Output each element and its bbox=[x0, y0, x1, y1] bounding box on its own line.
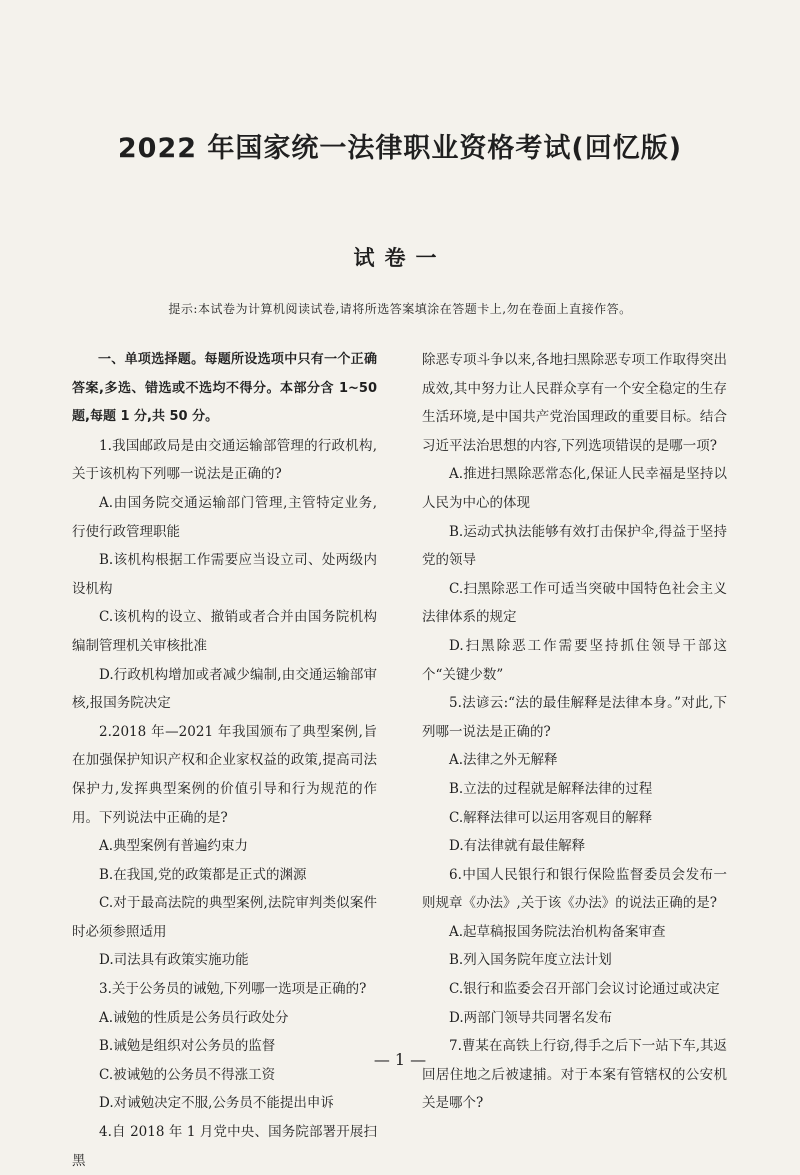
answer-option: D.对诫勉决定不服,公务员不能提出申诉 bbox=[99, 1095, 334, 1112]
answer-option: B.立法的过程就是解释法律的过程 bbox=[449, 780, 653, 797]
paper-subtitle: 试卷一 bbox=[353, 246, 447, 270]
page-number: — 1 — bbox=[373, 1050, 427, 1069]
answer-option: A.由国务院交通运输部门管理,主管特定业务,行使行政管理职能 bbox=[72, 494, 377, 540]
answer-option: C.该机构的设立、撤销或者合并由国务院机构编制管理机关审核批准 bbox=[72, 609, 377, 654]
question-text: 3.关于公务员的诫勉,下列哪一选项是正确的? bbox=[99, 981, 367, 998]
answer-option: D.司法具有政策实施功能 bbox=[99, 952, 249, 969]
answer-option: D.有法律就有最佳解释 bbox=[449, 838, 586, 855]
answer-option: C.扫黑除恶工作可适当突破中国特色社会主义法律体系的规定 bbox=[422, 580, 727, 626]
question-text: 2.2018 年—2021 年我国颁布了典型案例,旨在加强保护知识产权和企业家权益的政策,提高司法保护力,发挥典型案例的价值引导和行为规范的作用。下列说法中正确的是? bbox=[72, 723, 377, 826]
answer-option: A.典型案例有普遍约束力 bbox=[99, 838, 249, 855]
right-column bbox=[422, 346, 727, 1118]
answer-option: B.在我国,党的政策都是正式的渊源 bbox=[99, 866, 307, 883]
answer-option: D.扫黑除恶工作需要坚持抓住领导干部这个“关键少数” bbox=[422, 637, 727, 683]
question-text: 5.法谚云:“法的最佳解释是法律本身。”对此,下列哪一说法是正确的? bbox=[422, 695, 727, 740]
question-text: 除恶专项斗争以来,各地扫黑除恶专项工作取得突出成效,其中努力让人民群众享有一个安全稳定的生存生活环境,是中国共产党治国理政的重要目标。结合习近平法治思想的内容,下列选项错误的是哪一项? bbox=[422, 352, 727, 454]
answer-option: B.诫勉是组织对公务员的监督 bbox=[99, 1038, 276, 1055]
answer-option: C.解释法律可以运用客观目的解释 bbox=[449, 809, 653, 826]
answer-option: C.被诫勉的公务员不得涨工资 bbox=[99, 1066, 276, 1083]
answer-option: B.列入国务院年度立法计划 bbox=[449, 952, 612, 969]
answer-option: A.诫勉的性质是公务员行政处分 bbox=[99, 1009, 289, 1026]
answer-option: C.银行和监委会召开部门会议讨论通过或决定 bbox=[449, 981, 720, 998]
question-text: 4.自 2018 年 1 月党中央、国务院部署开展扫黑 bbox=[72, 1124, 377, 1169]
answer-option: A.推进扫黑除恶常态化,保证人民幸福是坚持以人民为中心的体现 bbox=[422, 466, 727, 511]
answer-option: B.运动式执法能够有效打击保护伞,得益于坚持党的领导 bbox=[422, 523, 727, 569]
answer-option: C.对于最高法院的典型案例,法院审判类似案件时必须参照适用 bbox=[72, 895, 377, 940]
question-text: 6.中国人民银行和银行保险监督委员会发布一则规章《办法》,关于该《办法》的说法正确的是? bbox=[422, 866, 727, 912]
question-text: 1.我国邮政局是由交通运输部管理的行政机构,关于该机构下列哪一说法是正确的? bbox=[72, 437, 377, 483]
page-title: 2022 年国家统一法律职业资格考试(回忆版) bbox=[117, 133, 683, 164]
answer-option: D.行政机构增加或者减少编制,由交通运输部审核,报国务院决定 bbox=[72, 666, 377, 712]
question-text: 7.曹某在高铁上行窃,得手之后下一站下车,其返回居住地之后被逮捕。对于本案有管辖权的公安机关是哪个? bbox=[422, 1038, 727, 1112]
answer-notice: 提示:本试卷为计算机阅读试卷,请将所选答案填涂在答题卡上,勿在卷面上直接作答。 bbox=[168, 302, 632, 316]
answer-option: B.该机构根据工作需要应当设立司、处两级内设机构 bbox=[72, 552, 377, 597]
answer-option: D.两部门领导共同署名发布 bbox=[449, 1009, 613, 1026]
answer-option: A.法律之外无解释 bbox=[449, 752, 558, 769]
section-heading: 一、单项选择题。每题所设选项中只有一个正确答案,多选、错选或不选均不得分。本部分含 1~50 题,每题 1 分,共 50 分。 bbox=[72, 352, 377, 425]
answer-option: A.起草稿报国务院法治机构备案审查 bbox=[449, 923, 666, 940]
